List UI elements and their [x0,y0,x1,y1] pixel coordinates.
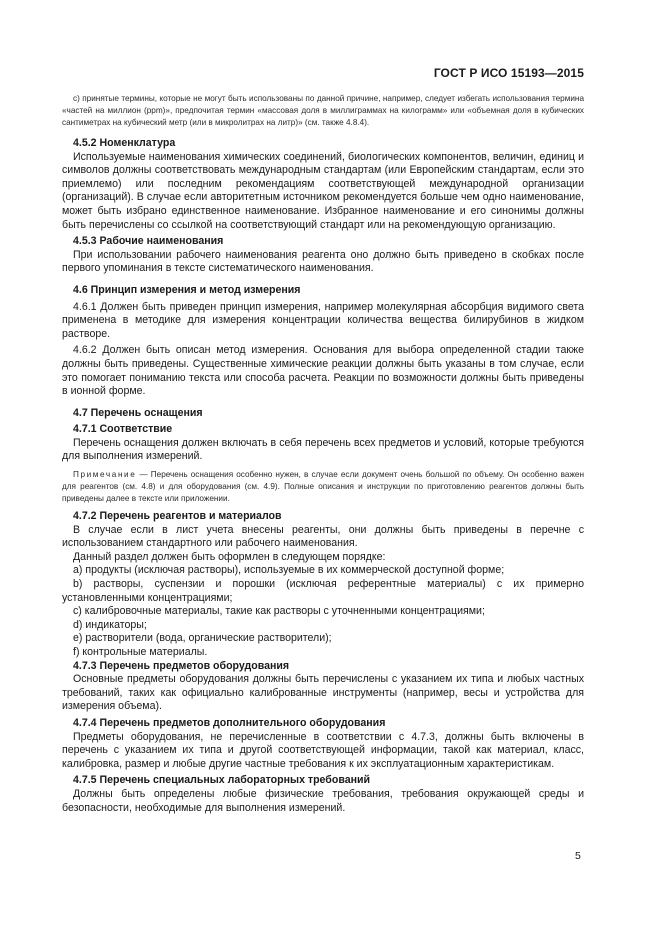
heading-4-7: 4.7 Перечень оснащения [73,406,203,419]
list-item: c) калибровочные материалы, такие как растворы с уточненными концентрациями; [73,605,485,618]
paragraph-4-6-2: 4.6.2 Должен быть описан метод измерения. Основания для выбора определенной стадии также должны быть приведены. Существенные химические реакции должны быть указаны в том случае, если это помогает пониманию текста или способа расчета. Реакции по возможности должны быть приведены в ионной форме. [62,344,584,398]
paragraph-4-7-3: Основные предметы оборудования должны быть перечислены с указанием их типа и любых частных требований, таких как официально калиброванные инструменты (например, весы и устройства для измерения объема). [62,673,584,713]
heading-4-6: 4.6 Принцип измерения и метод измерения [73,283,301,296]
list-item: e) растворители (вода, органические растворители); [73,632,332,645]
intro-item-c: c) принятые термины, которые не могут быть использованы по данной причине, например, следует избегать использования термина «частей на миллион (ppm)», предпочитая термин «массовая доля в миллиграммах на килограмм» или «объемная доля в кубических сантиметрах на кубический метр (или в микролитрах на литр)» (см. также 4.8.4). [62,94,584,127]
list-item: а) продукты (исключая растворы), используемые в их коммерческой доступной форме; [73,564,505,577]
heading-4-7-5: 4.7.5 Перечень специальных лабораторных требований [73,774,371,787]
document-body [62,93,584,815]
document-header: ГОСТ Р ИСО 15193—2015 [433,66,584,80]
heading-4-5-3: 4.5.3 Рабочие наименования [73,235,224,248]
paragraph-4-5-2: Используемые наименования химических соединений, биологических компонентов, величин, единиц и символов должны соответствовать международным стандартам (или Европейским стандартам, если это приемлемо) или последним рекомендациям соответствующей международной организации (организаций). В случае если авторитетным источником рекомендуется больше чем одно наименование, может быть избрано единственное наименование. Избранное наименование и его синонимы должны быть перечислены со ссылкой на соответствующий стандарт или на рекомендующую организацию. [62,150,584,231]
paragraph-4-7-2-a: В случае если в лист учета внесены реагенты, они должны быть приведены в перечне с использованием стандартного или рабочего наименования. [62,523,584,550]
paragraph-4-6-1: 4.6.1 Должен быть приведен принцип измерения, например молекулярная абсорбция видимого света применена в методике для измерения концентрации количества вещества билирубинов в жидком растворе. [62,300,584,340]
note [62,469,584,505]
page-number: 5 [575,850,581,862]
list-item: d) индикаторы; [73,618,147,631]
note-label: Примечание [73,470,137,480]
paragraph-4-7-1: Перечень оснащения должен включать в себя перечень всех предметов и условий, которые требуются для выполнения измерений. [62,436,584,463]
heading-4-7-2: 4.7.2 Перечень реагентов и материалов [73,510,282,523]
paragraph-4-7-2-b: Данный раздел должен быть оформлен в следующем порядке: [73,550,386,563]
heading-4-7-4: 4.7.4 Перечень предметов дополнительного оборудования [73,716,386,729]
note-text: — Перечень оснащения особенно нужен, в случае если документ очень большой по объему. Он особенно важен для реагентов (см. 4.8) и для оборудования (см. 4.9). Полные описания и инструкции по приготовлению реагентов должны быть приведены далее в тексте или приложении. [62,470,584,504]
heading-4-7-1: 4.7.1 Соответствие [73,423,173,436]
heading-4-5-2: 4.5.2 Номенклатура [73,137,176,149]
paragraph-4-7-4: Предметы оборудования, не перечисленные в соответствии с 4.7.3, должны быть включены в перечень с указанием их типа и другой соответствующей информации, такой как материал, класс, калибровка, размер и любые другие частные требования к их эксплуатационным характеристикам. [62,730,584,770]
paragraph-4-5-3: При использовании рабочего наименования реагента оно должно быть приведено в скобках после первого упоминания в тексте систематического наименования. [62,248,584,275]
paragraph-4-7-5: Должны быть определены любые физические требования, требования окружающей среды и безопасности, необходимые для выполнения измерений. [62,787,584,814]
heading-4-7-3: 4.7.3 Перечень предметов оборудования [73,659,290,672]
list-item: b) растворы, суспензии и порошки (исключая референтные материалы) с их примерно установленными концентрациями; [62,578,584,604]
list-item: f) контрольные материалы. [73,646,208,658]
